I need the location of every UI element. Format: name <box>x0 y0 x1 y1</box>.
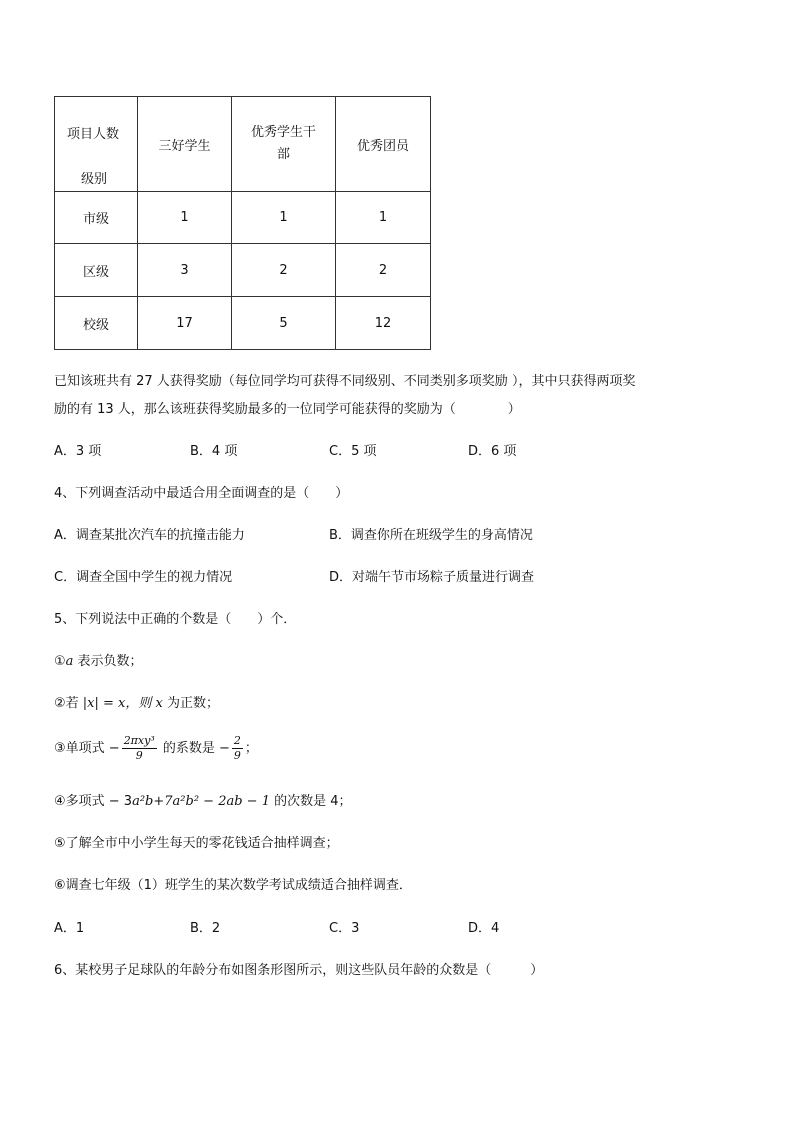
q3-option-b: B．4 项 <box>190 444 238 459</box>
cell-value: 1 <box>336 192 431 244</box>
header-col-tuanyuan: 优秀团员 <box>336 97 431 192</box>
header-col-sanhao: 三好学生 <box>138 97 232 192</box>
table-header-row <box>55 97 431 192</box>
cell-value: 17 <box>138 297 232 350</box>
award-table <box>54 96 431 350</box>
corner-label-items: 项目人数 <box>67 127 120 142</box>
row-label: 区级 <box>55 244 138 297</box>
math-absolute-value: |x| <box>82 696 99 711</box>
statement-text: ②若 <box>54 696 83 711</box>
table-row <box>55 244 431 297</box>
header-col-ganbu-line2: 部 <box>276 147 290 162</box>
q5-statement-4 <box>54 790 352 809</box>
q5-option-b: B．2 <box>190 921 221 936</box>
statement-text: ； <box>244 741 258 756</box>
q6-stem: 6、某校男子足球队的年龄分布如图条形图所示，则这些队员年龄的众数是（ ） <box>54 963 544 978</box>
q3-option-d: D．6 项 <box>468 444 517 459</box>
row-label: 市级 <box>55 192 138 244</box>
cell-value: 2 <box>336 244 431 297</box>
math-variable: x <box>155 696 163 711</box>
header-col-ganbu-line1: 优秀学生干 <box>250 125 316 140</box>
corner-header-cell <box>55 97 138 192</box>
table-row <box>55 192 431 244</box>
q5-option-a: A．1 <box>54 921 85 936</box>
statement-text: 的系数是 − <box>158 741 230 756</box>
cell-value: 12 <box>336 297 431 350</box>
table-row <box>55 297 431 350</box>
q5-statement-2 <box>54 692 219 711</box>
q3-option-a: A．3 项 <box>54 444 102 459</box>
statement-text: ③单项式 − <box>54 741 120 756</box>
q5-option-c: C．3 <box>329 921 360 936</box>
statement-text: ④多项式 − 3 <box>54 794 133 809</box>
polynomial-expression: a²b+7a²b² − 2ab − 1 <box>132 794 270 809</box>
fraction-numerator: 2πxy³ <box>123 734 155 747</box>
q5-statement-5: ⑤了解全市中小学生每天的零花钱适合抽样调查； <box>54 836 339 851</box>
corner-label-level: 级别 <box>81 172 108 187</box>
q5-stem: 5、下列说法中正确的个数是（ ）个． <box>54 612 297 627</box>
q4-option-a: A．调查某批次汽车的抗撞击能力 <box>54 528 245 543</box>
statement-marker: ① <box>54 654 66 669</box>
q5-option-d: D．4 <box>468 921 500 936</box>
q3-text-line1: 已知该班共有 27 人获得奖励（每位同学均可获得不同级别、不同类别多项奖励 ），其中只获得两项奖 <box>54 374 636 389</box>
cell-value: 1 <box>232 192 336 244</box>
q3-option-c: C．5 项 <box>329 444 377 459</box>
statement-text: 表示负数； <box>73 654 143 669</box>
math-variable: a <box>65 654 74 669</box>
q5-statement-6: ⑥调查七年级（1）班学生的某次数学考试成绩适合抽样调查． <box>54 878 412 893</box>
fraction-denominator: 9 <box>135 749 143 762</box>
q3-text-line2: 励的有 13 人，那么该班获得奖励最多的一位同学可能获得的奖励为（ ） <box>54 402 521 417</box>
q4-option-d: D．对端午节市场粽子质量进行调查 <box>329 570 535 585</box>
fraction-denominator: 9 <box>233 749 241 762</box>
cell-value: 2 <box>232 244 336 297</box>
coefficient-fraction <box>232 734 243 763</box>
q5-statement-1 <box>54 650 143 669</box>
math-equation: = x，则 <box>98 696 156 711</box>
statement-text: 的次数是 4； <box>269 794 352 809</box>
q4-option-c: C．调查全国中学生的视力情况 <box>54 570 233 585</box>
cell-value: 1 <box>138 192 232 244</box>
q4-stem: 4、下列调查活动中最适合用全面调查的是（ ） <box>54 486 349 501</box>
statement-text: 为正数； <box>162 696 219 711</box>
cell-value: 3 <box>138 244 232 297</box>
cell-value: 5 <box>232 297 336 350</box>
fraction-numerator: 2 <box>233 734 241 747</box>
row-label: 校级 <box>55 297 138 350</box>
q5-statement-3 <box>54 734 258 763</box>
monomial-fraction <box>122 734 157 763</box>
q4-option-b: B．调查你所在班级学生的身高情况 <box>329 528 533 543</box>
header-col-ganbu <box>232 97 336 192</box>
